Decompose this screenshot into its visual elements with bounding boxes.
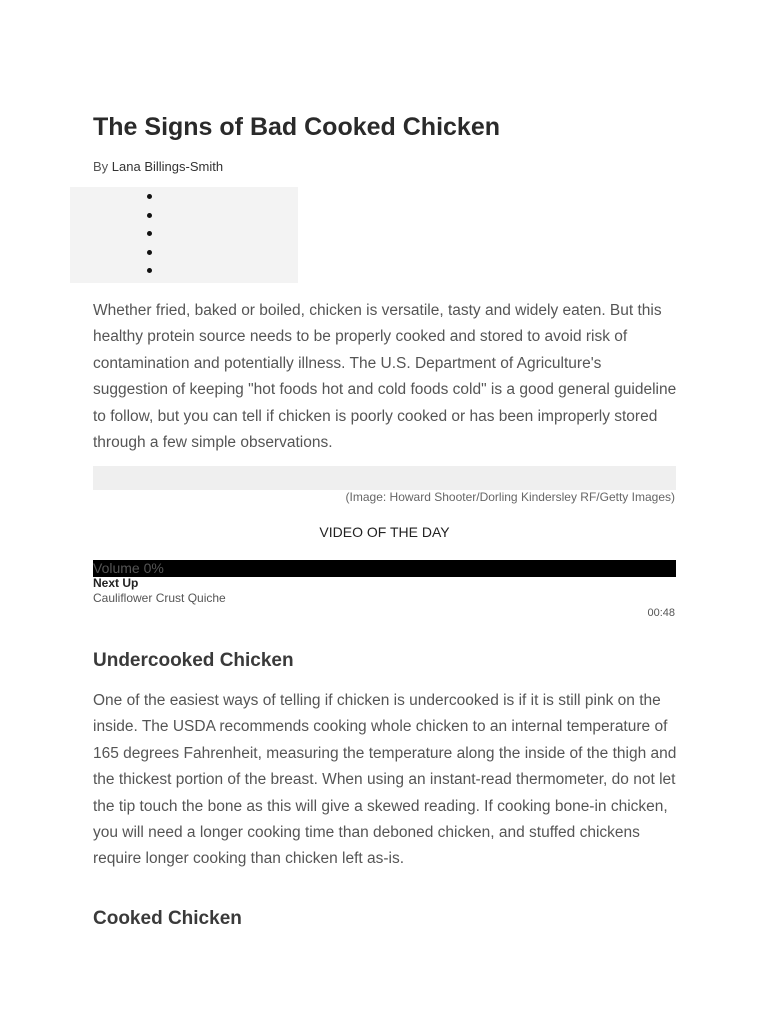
video-player[interactable] (93, 560, 676, 577)
volume-control[interactable]: Volume 0% (93, 560, 164, 576)
byline (93, 159, 223, 174)
bullet-icon (147, 268, 152, 273)
author-link[interactable]: Lana Billings-Smith (111, 159, 224, 174)
next-up-label: Next Up (93, 576, 139, 590)
video-duration: 00:48 (647, 607, 675, 619)
next-video-title[interactable]: Cauliflower Crust Quiche (93, 591, 226, 605)
article-title: The Signs of Bad Cooked Chicken (93, 113, 500, 141)
section-paragraph: One of the easiest ways of telling if chicken is undercooked is if it is still pink on the inside. The USDA recommends cooking whole chicken to an internal temperature of 165 degrees Fahrenheit, measuring the temperature along the inside of the thigh and the thickest portion of the breast. When using an instant-read thermometer, do not let the tip touch the bone as this will give a skewed reading. If cooking bone-in chicken, you will need a longer cooking time than deboned chicken, and stuffed chickens require longer cooking than chicken left as-is. (93, 692, 677, 868)
video-heading: VIDEO OF THE DAY (319, 524, 450, 540)
image-caption: (Image: Howard Shooter/Dorling Kindersley RF/Getty Images) (345, 490, 675, 504)
bullet-icon (147, 194, 152, 199)
section-heading: Cooked Chicken (93, 908, 242, 929)
byline-prefix: By (93, 159, 109, 174)
intro-paragraph: Whether fried, baked or boiled, chicken is versatile, tasty and widely eaten. But this healthy protein source needs to be properly cooked and stored to avoid risk of contamination and potentially illness. The U.S. Department of Agriculture's suggestion of keeping "hot foods hot and cold foods cold" is a good general guideline to follow, but you can tell if chicken is poorly cooked or has been improperly stored through a few simple observations. (93, 302, 677, 452)
bullet-icon (147, 213, 152, 218)
share-toolbar (70, 187, 298, 283)
article-image (93, 466, 676, 490)
bullet-icon (147, 250, 152, 255)
bullet-icon (147, 231, 152, 236)
section-heading: Undercooked Chicken (93, 650, 294, 671)
